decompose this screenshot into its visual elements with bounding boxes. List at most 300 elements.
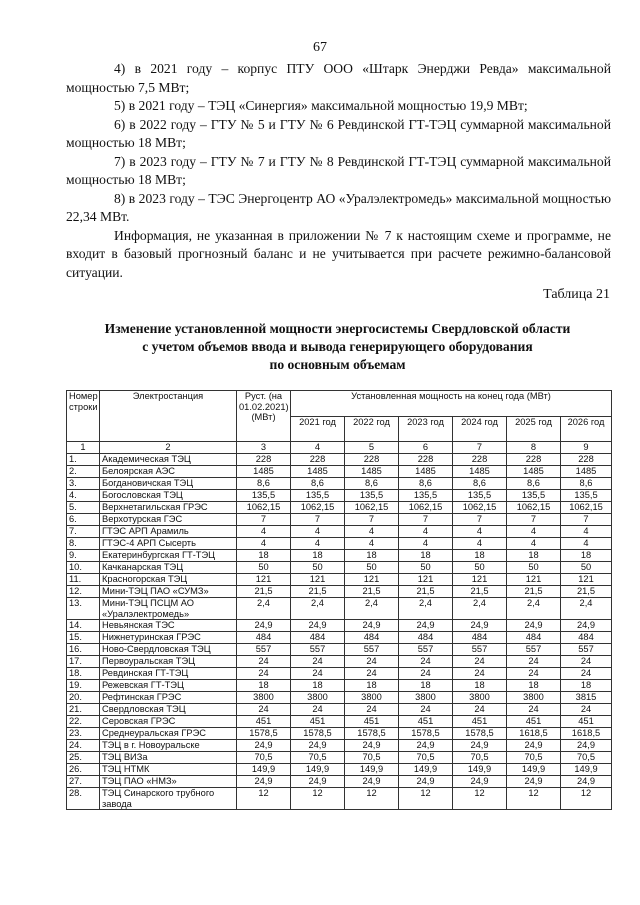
year-capacity: 2,4 [345,598,399,620]
column-index: 3 [237,442,291,454]
installed-capacity: 50 [237,562,291,574]
table-row [67,598,612,620]
year-capacity: 1485 [399,466,453,478]
installed-capacity: 24,9 [237,740,291,752]
year-capacity: 24,9 [507,740,561,752]
year-capacity: 484 [291,632,345,644]
station-name: Первоуральская ТЭЦ [100,656,237,668]
installed-capacity: 121 [237,574,291,586]
paragraph: 8) в 2023 году – ТЭС Энергоцентр АО «Уралэлектромедь» максимальной мощностью 22,34 МВт. [66,190,611,224]
table-row [67,668,612,680]
year-capacity: 135,5 [399,490,453,502]
installed-capacity: 3800 [237,692,291,704]
year-capacity: 70,5 [345,752,399,764]
row-number: 16. [67,644,100,656]
year-capacity: 18 [399,680,453,692]
year-capacity: 24 [507,656,561,668]
caption-line: по основным объемам [269,357,406,372]
row-number: 20. [67,692,100,704]
table-row [67,562,612,574]
row-number: 3. [67,478,100,490]
year-capacity: 4 [561,538,612,550]
year-capacity: 1578,5 [291,728,345,740]
table-row [67,728,612,740]
row-number: 15. [67,632,100,644]
station-name: Верхотурская ГЭС [100,514,237,526]
table-row [67,620,612,632]
body-text [66,60,611,282]
year-capacity: 3800 [453,692,507,704]
year-capacity: 1618,5 [561,728,612,740]
year-capacity: 24 [561,668,612,680]
year-capacity: 149,9 [453,764,507,776]
table-row [67,776,612,788]
year-capacity: 18 [561,680,612,692]
column-index: 5 [345,442,399,454]
station-name: Свердловская ТЭЦ [100,704,237,716]
year-capacity: 228 [399,454,453,466]
year-capacity: 8,6 [453,478,507,490]
year-capacity: 135,5 [345,490,399,502]
year-capacity: 4 [291,538,345,550]
table-row [67,692,612,704]
installed-capacity: 70,5 [237,752,291,764]
table-row [67,680,612,692]
table-row [67,502,612,514]
row-number: 24. [67,740,100,752]
year-capacity: 135,5 [507,490,561,502]
year-capacity: 21,5 [453,586,507,598]
installed-capacity: 484 [237,632,291,644]
year-capacity: 228 [453,454,507,466]
year-capacity: 8,6 [561,478,612,490]
year-capacity: 1485 [291,466,345,478]
installed-capacity: 1485 [237,466,291,478]
year-capacity: 24 [291,704,345,716]
installed-capacity: 149,9 [237,764,291,776]
installed-capacity: 24,9 [237,620,291,632]
year-capacity: 3800 [345,692,399,704]
year-capacity: 484 [399,632,453,644]
year-capacity: 24,9 [345,620,399,632]
station-name: Верхнетагильская ГРЭС [100,502,237,514]
row-number: 19. [67,680,100,692]
year-capacity: 12 [507,788,561,810]
year-capacity: 70,5 [453,752,507,764]
table-row [67,644,612,656]
page-number: 67 [313,40,327,55]
year-capacity: 50 [399,562,453,574]
installed-capacity: 7 [237,514,291,526]
station-name: ТЭЦ ПАО «НМЗ» [100,776,237,788]
column-index: 4 [291,442,345,454]
year-capacity: 24,9 [453,620,507,632]
year-capacity: 149,9 [561,764,612,776]
table-row [67,632,612,644]
station-name: Белоярская АЭС [100,466,237,478]
station-name: Среднеуральская ГРЭС [100,728,237,740]
year-capacity: 135,5 [453,490,507,502]
installed-capacity: 24 [237,704,291,716]
column-index: 2 [100,442,237,454]
row-number: 26. [67,764,100,776]
column-index: 8 [507,442,561,454]
year-capacity: 228 [561,454,612,466]
year-capacity: 24,9 [345,740,399,752]
year-capacity: 21,5 [345,586,399,598]
year-capacity: 228 [291,454,345,466]
year-capacity: 24,9 [453,740,507,752]
installed-capacity: 12 [237,788,291,810]
year-capacity: 4 [507,526,561,538]
year-capacity: 228 [507,454,561,466]
year-capacity: 149,9 [507,764,561,776]
year-capacity: 135,5 [291,490,345,502]
header-year: 2023 год [399,416,453,442]
year-capacity: 3800 [507,692,561,704]
year-capacity: 557 [399,644,453,656]
table-row [67,752,612,764]
row-number: 23. [67,728,100,740]
row-number: 11. [67,574,100,586]
year-capacity: 7 [399,514,453,526]
year-capacity: 50 [291,562,345,574]
header-year: 2022 год [345,416,399,442]
table-row [67,490,612,502]
year-capacity: 24 [453,656,507,668]
year-capacity: 4 [453,526,507,538]
year-capacity: 70,5 [561,752,612,764]
year-capacity: 484 [507,632,561,644]
row-number: 4. [67,490,100,502]
station-name: Рефтинская ГРЭС [100,692,237,704]
year-capacity: 24 [291,656,345,668]
installed-capacity: 1578,5 [237,728,291,740]
year-capacity: 18 [561,550,612,562]
column-index: 1 [67,442,100,454]
year-capacity: 24,9 [507,776,561,788]
table-row [67,550,612,562]
header-year-group: Установленная мощность на конец года (МВт) [291,391,612,417]
station-name: Екатеринбургская ГТ-ТЭЦ [100,550,237,562]
year-capacity: 121 [345,574,399,586]
station-name: ГТЭС-4 АРП Сысерть [100,538,237,550]
table-row [67,454,612,466]
year-capacity: 3815 [561,692,612,704]
year-capacity: 70,5 [507,752,561,764]
row-number: 10. [67,562,100,574]
year-capacity: 4 [399,526,453,538]
year-capacity: 2,4 [291,598,345,620]
installed-capacity: 8,6 [237,478,291,490]
table-row [67,574,612,586]
year-capacity: 24 [453,704,507,716]
station-name: Качканарская ТЭЦ [100,562,237,574]
year-capacity: 50 [453,562,507,574]
year-capacity: 121 [399,574,453,586]
year-capacity: 451 [453,716,507,728]
year-capacity: 121 [561,574,612,586]
year-capacity: 135,5 [561,490,612,502]
year-capacity: 4 [345,526,399,538]
year-capacity: 24 [507,704,561,716]
year-capacity: 7 [291,514,345,526]
paragraph: 4) в 2021 году – корпус ПТУ ООО «Штарк Энерджи Ревда» максимальной мощностью 7,5 МВт; [66,61,611,95]
header-row-number: Номер строки [67,391,100,442]
column-index: 7 [453,442,507,454]
row-number: 14. [67,620,100,632]
header-year: 2021 год [291,416,345,442]
row-number: 13. [67,598,100,620]
year-capacity: 451 [291,716,345,728]
row-number: 5. [67,502,100,514]
installed-capacity: 2,4 [237,598,291,620]
year-capacity: 24 [507,668,561,680]
row-number: 9. [67,550,100,562]
table-row [67,478,612,490]
year-capacity: 24,9 [291,776,345,788]
header-installed: Руст. (на 01.02.2021) (МВт) [237,391,291,442]
year-capacity: 18 [507,550,561,562]
year-capacity: 24,9 [399,776,453,788]
year-capacity: 7 [507,514,561,526]
row-number: 27. [67,776,100,788]
year-capacity: 557 [507,644,561,656]
row-number: 1. [67,454,100,466]
year-capacity: 451 [345,716,399,728]
year-capacity: 2,4 [453,598,507,620]
year-capacity: 7 [561,514,612,526]
station-name: Богословская ТЭЦ [100,490,237,502]
year-capacity: 1062,15 [453,502,507,514]
year-capacity: 451 [507,716,561,728]
paragraph: 6) в 2022 году – ГТУ № 5 и ГТУ № 6 Ревдинской ГТ-ТЭЦ суммарной максимальной мощностью 18 МВт; [66,116,611,150]
installed-capacity: 228 [237,454,291,466]
year-capacity: 24 [399,656,453,668]
year-capacity: 24,9 [507,620,561,632]
year-capacity: 557 [291,644,345,656]
station-name: Академическая ТЭЦ [100,454,237,466]
year-capacity: 24 [345,668,399,680]
installed-capacity: 24,9 [237,776,291,788]
row-number: 25. [67,752,100,764]
year-capacity: 149,9 [291,764,345,776]
capacity-table [66,390,612,810]
year-capacity: 18 [507,680,561,692]
year-capacity: 1062,15 [291,502,345,514]
year-capacity: 8,6 [291,478,345,490]
year-capacity: 24,9 [561,740,612,752]
year-capacity: 18 [399,550,453,562]
station-name: Мини-ТЭЦ ПСЦМ АО «Уралэлектромедь» [100,598,237,620]
installed-capacity: 21,5 [237,586,291,598]
station-name: Богдановичская ТЭЦ [100,478,237,490]
year-capacity: 4 [345,538,399,550]
year-capacity: 121 [507,574,561,586]
year-capacity: 24,9 [291,740,345,752]
year-capacity: 24 [561,656,612,668]
installed-capacity: 24 [237,668,291,680]
row-number: 2. [67,466,100,478]
station-name: ТЭЦ ВИЗа [100,752,237,764]
year-capacity: 1618,5 [507,728,561,740]
caption-line: с учетом объемов ввода и вывода генерирующего оборудования [142,339,533,354]
year-capacity: 1485 [561,466,612,478]
year-capacity: 18 [345,550,399,562]
year-capacity: 24 [345,704,399,716]
row-number: 7. [67,526,100,538]
row-number: 28. [67,788,100,810]
table-row [67,788,612,810]
year-capacity: 8,6 [399,478,453,490]
year-capacity: 557 [345,644,399,656]
station-name: Красногорская ТЭЦ [100,574,237,586]
year-capacity: 451 [399,716,453,728]
year-capacity: 1578,5 [399,728,453,740]
year-capacity: 149,9 [399,764,453,776]
installed-capacity: 4 [237,526,291,538]
row-number: 21. [67,704,100,716]
year-capacity: 50 [507,562,561,574]
table-row [67,656,612,668]
station-name: Невьянская ТЭС [100,620,237,632]
year-capacity: 12 [291,788,345,810]
table-label: Таблица 21 [543,287,610,302]
year-capacity: 18 [345,680,399,692]
year-capacity: 8,6 [345,478,399,490]
year-capacity: 3800 [291,692,345,704]
paragraph: 5) в 2021 году – ТЭЦ «Синергия» максимальной мощностью 19,9 МВт; [114,98,528,113]
station-name: ТЭЦ НТМК [100,764,237,776]
year-capacity: 121 [453,574,507,586]
year-capacity: 2,4 [507,598,561,620]
station-name: Серовская ГРЭС [100,716,237,728]
station-name: Ново-Свердловская ТЭЦ [100,644,237,656]
installed-capacity: 18 [237,680,291,692]
column-index-row [67,442,612,454]
year-capacity: 8,6 [507,478,561,490]
row-number: 17. [67,656,100,668]
year-capacity: 7 [345,514,399,526]
header-year: 2025 год [507,416,561,442]
column-index: 9 [561,442,612,454]
year-capacity: 1485 [507,466,561,478]
year-capacity: 2,4 [561,598,612,620]
installed-capacity: 1062,15 [237,502,291,514]
header-station: Электростанция [100,391,237,442]
year-capacity: 557 [561,644,612,656]
year-capacity: 1062,15 [561,502,612,514]
year-capacity: 4 [399,538,453,550]
year-capacity: 24 [561,704,612,716]
paragraph: 7) в 2023 году – ГТУ № 7 и ГТУ № 8 Ревдинской ГТ-ТЭЦ суммарной максимальной мощностью 18 МВт; [66,153,611,187]
station-name: ГТЭС АРП Арамиль [100,526,237,538]
installed-capacity: 18 [237,550,291,562]
table-row [67,466,612,478]
year-capacity: 21,5 [561,586,612,598]
year-capacity: 18 [453,550,507,562]
station-name: Мини-ТЭЦ ПАО «СУМЗ» [100,586,237,598]
year-capacity: 484 [561,632,612,644]
installed-capacity: 135,5 [237,490,291,502]
year-capacity: 24 [399,704,453,716]
year-capacity: 484 [345,632,399,644]
row-number: 22. [67,716,100,728]
station-name: Режевская ГТ-ТЭЦ [100,680,237,692]
year-capacity: 4 [561,526,612,538]
year-capacity: 2,4 [399,598,453,620]
row-number: 12. [67,586,100,598]
station-name: ТЭЦ в г. Новоуральске [100,740,237,752]
table-row [67,740,612,752]
column-index: 6 [399,442,453,454]
year-capacity: 21,5 [291,586,345,598]
year-capacity: 12 [345,788,399,810]
paragraph: Информация, не указанная в приложении № 7 к настоящим схеме и программе, не входит в базовый прогнозный баланс и не учитывается при расчете режимно-балансовой ситуации. [66,227,611,280]
year-capacity: 24 [453,668,507,680]
year-capacity: 228 [345,454,399,466]
year-capacity: 21,5 [399,586,453,598]
station-name: Ревдинская ГТ-ТЭЦ [100,668,237,680]
year-capacity: 18 [453,680,507,692]
year-capacity: 50 [561,562,612,574]
table-row [67,586,612,598]
year-capacity: 4 [291,526,345,538]
year-capacity: 4 [507,538,561,550]
year-capacity: 24,9 [399,620,453,632]
year-capacity: 70,5 [291,752,345,764]
year-capacity: 24,9 [561,620,612,632]
year-capacity: 12 [399,788,453,810]
station-name: ТЭЦ Синарского трубного завода [100,788,237,810]
station-name: Нижнетуринская ГРЭС [100,632,237,644]
year-capacity: 21,5 [507,586,561,598]
year-capacity: 24,9 [399,740,453,752]
row-number: 18. [67,668,100,680]
year-capacity: 70,5 [399,752,453,764]
year-capacity: 3800 [399,692,453,704]
installed-capacity: 557 [237,644,291,656]
year-capacity: 1485 [453,466,507,478]
table-caption [60,320,615,374]
year-capacity: 1578,5 [453,728,507,740]
installed-capacity: 24 [237,656,291,668]
row-number: 6. [67,514,100,526]
table-row [67,704,612,716]
caption-line: Изменение установленной мощности энергосистемы Свердловской области [104,321,571,336]
year-capacity: 484 [453,632,507,644]
header-year: 2024 год [453,416,507,442]
year-capacity: 18 [291,550,345,562]
year-capacity: 1062,15 [345,502,399,514]
year-capacity: 24,9 [345,776,399,788]
year-capacity: 18 [291,680,345,692]
year-capacity: 121 [291,574,345,586]
year-capacity: 24,9 [561,776,612,788]
header-year: 2026 год [561,416,612,442]
year-capacity: 1578,5 [345,728,399,740]
row-number: 8. [67,538,100,550]
year-capacity: 12 [453,788,507,810]
year-capacity: 24 [345,656,399,668]
table-row [67,538,612,550]
year-capacity: 7 [453,514,507,526]
installed-capacity: 451 [237,716,291,728]
table-row [67,764,612,776]
table-row [67,526,612,538]
year-capacity: 1062,15 [507,502,561,514]
year-capacity: 50 [345,562,399,574]
